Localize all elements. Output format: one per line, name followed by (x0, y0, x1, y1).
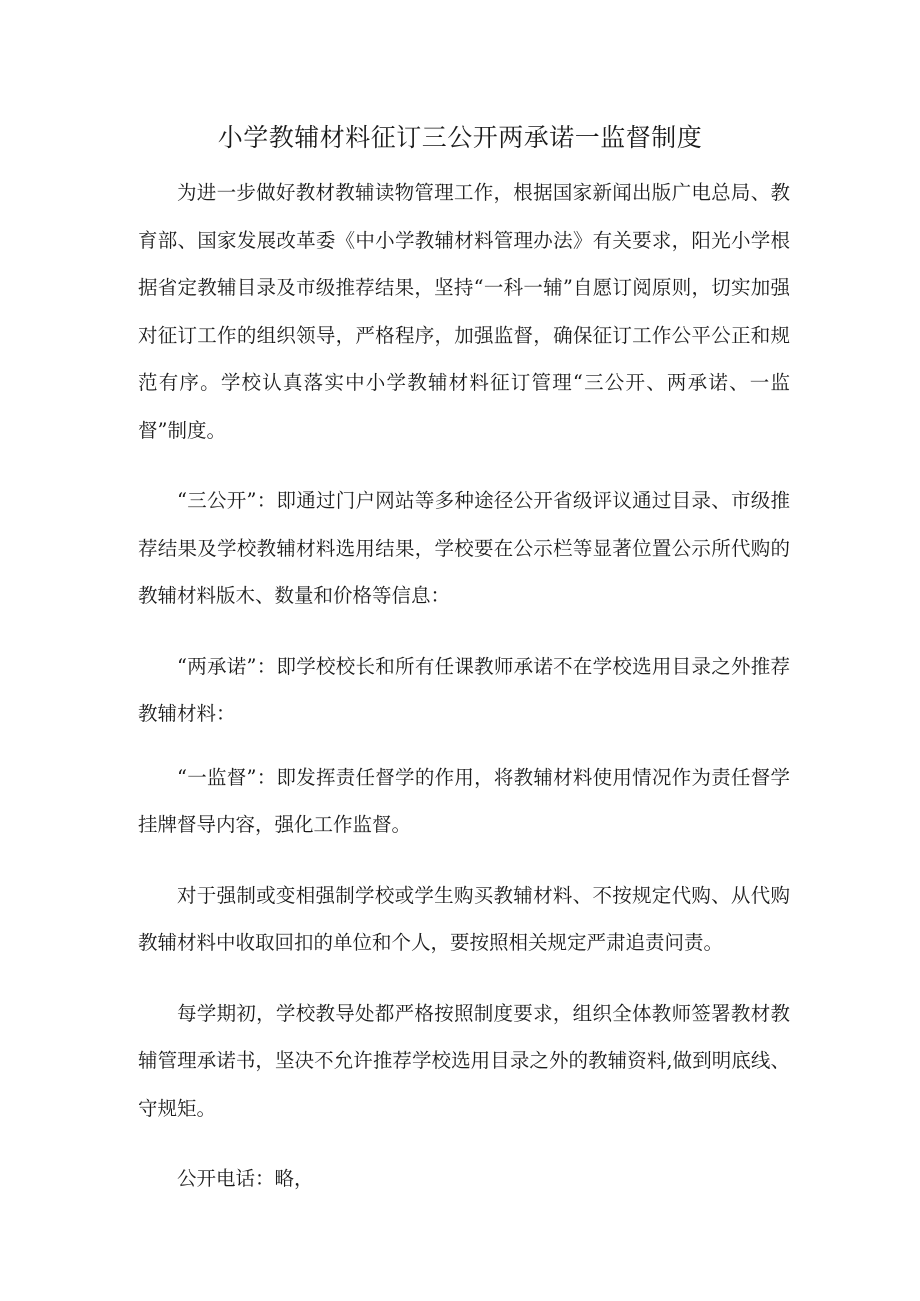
paragraph-semester-commitment: 每学期初，学校教导处都严格按照制度要求，组织全体教师签署教材教辅管理承诺书，坚决不允许推荐学校选用目录之外的教辅资料,做到明底线、守规矩。 (138, 1001, 790, 1120)
paragraph-one-supervision: “一监督”：即发挥责任督学的作用，将教辅材料使用情况作为责任督学挂牌督导内容，强化工作监督。 (138, 765, 790, 836)
paragraph-two-pledges: “两承诺”：即学校校长和所有任课教师承诺不在学校选用目录之外推荐教辅材料： (138, 654, 790, 725)
document-title: 小学教辅材料征订三公开两承诺一监督制度 (217, 123, 703, 152)
paragraph-intro: 为进一步做好教材教辅读物管理工作，根据国家新闻出版广电总局、教育部、国家发展改革委《中小学教辅材料管理办法》有关要求，阳光小学根据省定教辅目录及市级推荐结果，坚持“一科一辅”自愿订阅原则，切实加强对征订工作的组织领导，严格程序，加强监督，确保征订工作公平公正和规范有序。学校认真落实中小学教辅材料征订管理“三公开、两承诺、一监督”制度。 (138, 181, 790, 442)
paragraph-accountability: 对于强制或变相强制学校或学生购买教辅材料、不按规定代购、从代购教辅材料中收取回扣的单位和个人，要按照相关规定严肃追责问责。 (138, 883, 790, 954)
document-body (138, 169, 790, 1226)
paragraph-three-disclosures: “三公开”：即通过门户网站等多种途径公开省级评议通过目录、市级推荐结果及学校教辅材料选用结果，学校要在公示栏等显著位置公示所代购的教辅材料版木、数量和价格等信息： (138, 489, 790, 607)
paragraph-public-phone: 公开电话：略， (177, 1167, 314, 1190)
